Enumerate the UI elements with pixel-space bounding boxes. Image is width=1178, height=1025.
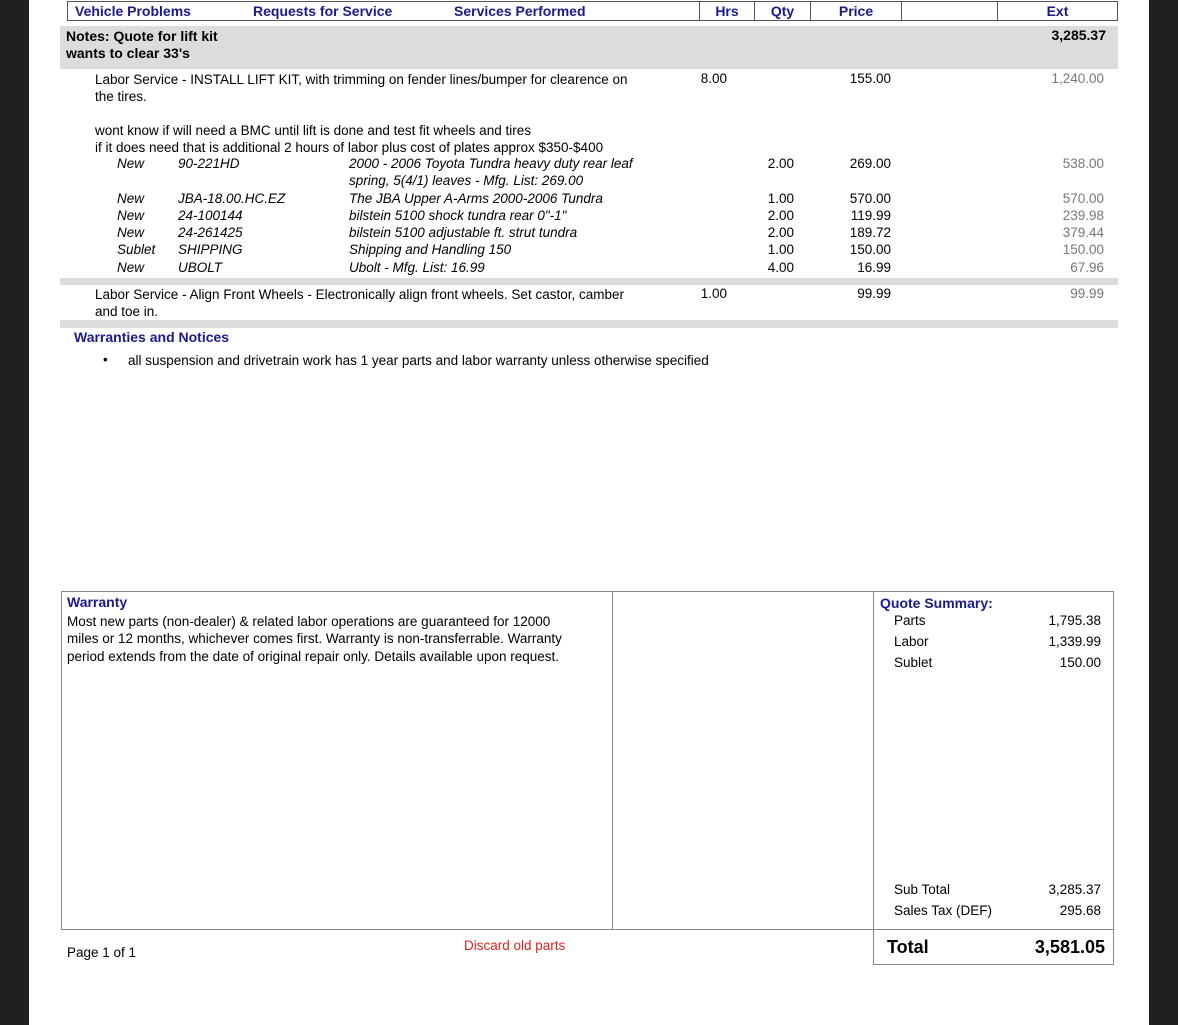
summary-parts-label: Parts [894, 613, 926, 628]
labor-install-ext: 1,240.00 [1051, 71, 1104, 86]
middle-box [612, 591, 874, 930]
header-price: Price [810, 1, 902, 21]
part-qty: 1.00 [767, 191, 794, 206]
part-price: 119.99 [850, 208, 891, 223]
part-number: SHIPPING [178, 242, 243, 257]
part-type: New [117, 156, 145, 171]
part-qty: 2.00 [767, 156, 794, 171]
summary-tax-label: Sales Tax (DEF) [894, 903, 993, 918]
bullet: • [103, 352, 108, 367]
total-label: Total [887, 937, 929, 957]
labor-align-ext: 99.99 [1070, 286, 1104, 301]
part-qty: 2.00 [767, 225, 794, 240]
part-description: Shipping and Handling 150 [349, 242, 512, 257]
part-ext: 379.44 [1062, 225, 1104, 240]
warranty-notice-item: all suspension and drivetrain work has 1 year parts and labor warranty unless otherwise specified [128, 353, 709, 368]
comment-line1: wont know if will need a BMC until lift is done and test fit wheels and tires [95, 123, 531, 138]
labor-align-price: 99.99 [857, 286, 891, 301]
part-description-line2: spring, 5(4/1) leaves - Mfg. List: 269.00 [349, 173, 584, 188]
part-ext: 150.00 [1062, 242, 1104, 257]
header-hrs: Hrs [699, 1, 755, 21]
part-ext: 570.00 [1062, 191, 1104, 206]
header-row [67, 1, 700, 21]
header-ext: Ext [997, 1, 1118, 21]
part-description: bilstein 5100 shock tundra rear 0"-1" [349, 208, 567, 223]
part-ext: 538.00 [1062, 156, 1104, 171]
part-type: Sublet [117, 242, 156, 257]
part-qty: 1.00 [767, 242, 794, 257]
labor-install-line1: Labor Service - INSTALL LIFT KIT, with trimming on fender lines/bumper for clearence on [95, 72, 628, 87]
warranties-notices-title: Warranties and Notices [74, 329, 230, 345]
labor-install-hrs: 8.00 [700, 71, 727, 86]
part-description: bilstein 5100 adjustable ft. strut tundra [349, 225, 578, 240]
part-number: UBOLT [178, 260, 223, 275]
warranty-line1: Most new parts (non-dealer) & related labor operations are guaranteed for 12000 [67, 614, 551, 629]
notes-line1: Notes: Quote for lift kit [66, 28, 218, 44]
page-number: Page 1 of 1 [67, 945, 137, 960]
summary-sublet-label: Sublet [894, 655, 933, 670]
warranty-line2: miles or 12 months, whichever comes first. Warranty is non-transferrable. Warranty [67, 631, 562, 646]
part-number: JBA-18.00.HC.EZ [178, 191, 286, 206]
part-number: 90-221HD [178, 156, 240, 171]
part-number: 24-100144 [178, 208, 243, 223]
discard-old-parts: Discard old parts [464, 938, 566, 953]
summary-subtotal-label: Sub Total [894, 882, 951, 897]
labor-align-line1: Labor Service - Align Front Wheels - Electronically align front wheels. Set castor, camber [95, 287, 624, 302]
part-qty: 2.00 [767, 208, 794, 223]
summary-tax-value: 295.68 [1059, 903, 1101, 918]
notes-line2: wants to clear 33's [66, 45, 190, 61]
part-number: 24-261425 [178, 225, 243, 240]
labor-align-hrs: 1.00 [700, 286, 727, 301]
notes-band [60, 26, 1118, 69]
part-qty: 4.00 [767, 260, 794, 275]
header-requests-for-service: Requests for Service [253, 3, 393, 19]
summary-subtotal-value: 3,285.37 [1048, 882, 1101, 897]
notes-total: 3,285.37 [1051, 27, 1106, 43]
part-price: 269.00 [849, 156, 891, 171]
part-description: 2000 - 2006 Toyota Tundra heavy duty rear leaf [349, 156, 633, 171]
part-description: The JBA Upper A-Arms 2000-2006 Tundra [349, 191, 603, 206]
part-ext: 239.98 [1062, 208, 1104, 223]
total-value: 3,581.05 [1034, 937, 1105, 957]
part-description: Ubolt - Mfg. List: 16.99 [349, 260, 485, 275]
part-price: 189.72 [849, 225, 891, 240]
warranty-title: Warranty [67, 594, 128, 610]
warranty-line3: period extends from the date of original repair only. Details available upon request. [67, 649, 560, 664]
header-qty: Qty [754, 1, 811, 21]
header-vehicle-problems: Vehicle Problems [75, 3, 191, 19]
part-type: New [117, 225, 145, 240]
part-type: New [117, 260, 145, 275]
summary-labor-label: Labor [894, 634, 929, 649]
comment-line2: if it does need that is additional 2 hours of labor plus cost of plates approx $350-$400 [95, 140, 604, 155]
labor-install-price: 155.00 [849, 71, 891, 86]
separator [60, 320, 1118, 328]
part-price: 150.00 [849, 242, 891, 257]
part-type: New [117, 208, 145, 223]
summary-parts-value: 1,795.38 [1048, 613, 1101, 628]
header-blank [901, 1, 998, 21]
quote-page [29, 0, 1149, 1025]
summary-sublet-value: 150.00 [1059, 655, 1101, 670]
part-price: 16.99 [857, 260, 891, 275]
summary-labor-value: 1,339.99 [1048, 634, 1101, 649]
separator [60, 278, 1118, 285]
part-ext: 67.96 [1070, 260, 1104, 275]
part-type: New [117, 191, 145, 206]
header-services-performed: Services Performed [454, 3, 586, 19]
quote-summary-title: Quote Summary: [880, 595, 993, 611]
labor-align-line2: and toe in. [95, 304, 159, 319]
labor-install-line2: the tires. [95, 89, 147, 104]
part-price: 570.00 [849, 191, 891, 206]
